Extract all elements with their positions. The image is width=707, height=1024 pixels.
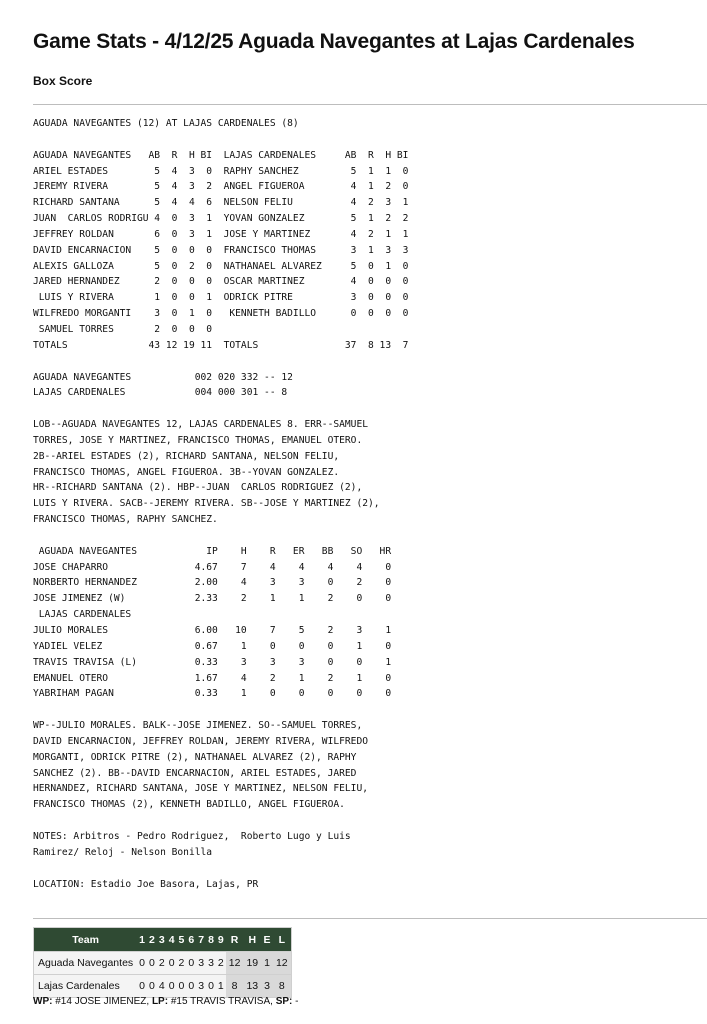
inning-score: 0: [137, 952, 147, 975]
inning-score: 2: [177, 952, 187, 975]
header-lob: L: [273, 928, 291, 952]
inning-score: 0: [177, 975, 187, 998]
total-runs: 12: [226, 952, 244, 975]
inning-score: 0: [186, 975, 196, 998]
header-inning-3: 3: [157, 928, 167, 952]
header-inning-9: 9: [216, 928, 226, 952]
header-hits: H: [243, 928, 261, 952]
header-team: Team: [34, 928, 138, 952]
lp-value: #15 TRAVIS TRAVISA,: [168, 996, 276, 1007]
inning-score: 0: [186, 952, 196, 975]
sp-label: SP:: [275, 996, 293, 1007]
total-errors: 3: [261, 975, 273, 998]
inning-score: 0: [167, 975, 177, 998]
sp-value: -: [292, 996, 299, 1007]
inning-score: 2: [216, 952, 226, 975]
linescore-row-lajas: [34, 975, 292, 998]
section-title-box-score: Box Score: [33, 74, 93, 88]
page-title: Game Stats - 4/12/25 Aguada Navegantes at Lajas Cardenales: [33, 30, 635, 53]
total-lob: 8: [273, 975, 291, 998]
inning-score: 0: [147, 975, 157, 998]
pitcher-decisions: [33, 996, 298, 1007]
divider-top: [33, 104, 707, 105]
total-hits: 19: [243, 952, 261, 975]
header-inning-4: 4: [167, 928, 177, 952]
inning-score: 2: [157, 952, 167, 975]
linescore-row-aguada: [34, 952, 292, 975]
header-inning-8: 8: [206, 928, 216, 952]
total-runs: 8: [226, 975, 244, 998]
team-name: Lajas Cardenales: [34, 975, 138, 998]
header-inning-5: 5: [177, 928, 187, 952]
inning-score: 3: [196, 975, 206, 998]
lp-label: LP:: [151, 996, 169, 1007]
total-lob: 12: [273, 952, 291, 975]
wp-value: #14 JOSE JIMENEZ,: [52, 996, 152, 1007]
header-runs: R: [226, 928, 244, 952]
total-errors: 1: [261, 952, 273, 975]
inning-score: 0: [137, 975, 147, 998]
inning-score: 1: [216, 975, 226, 998]
header-errors: E: [261, 928, 273, 952]
linescore-table: [33, 927, 292, 998]
total-hits: 13: [243, 975, 261, 998]
inning-score: 3: [196, 952, 206, 975]
header-inning-6: 6: [186, 928, 196, 952]
divider-bottom: [33, 918, 707, 919]
inning-score: 0: [147, 952, 157, 975]
wp-label: WP:: [33, 996, 53, 1007]
header-inning-7: 7: [196, 928, 206, 952]
inning-score: 0: [167, 952, 177, 975]
linescore-header-row: [34, 928, 292, 952]
inning-score: 0: [206, 975, 216, 998]
team-name: Aguada Navegantes: [34, 952, 138, 975]
inning-score: 3: [206, 952, 216, 975]
header-inning-2: 2: [147, 928, 157, 952]
box-score-text: AGUADA NAVEGANTES (12) AT LAJAS CARDENALES (8) AGUADA NAVEGANTES AB R H BI LAJAS CARDENALES AB R H BI ARIEL ESTADES 5 4 3 0 RAPHY SANCHEZ 5 1 1 0 JEREMY RIVERA 5 4 3 2 ANGEL FIGUEROA 4 1 2 0 RICHARD SANTANA 5 4 4 6 NELSON FELIU 4 2 3 1 JUAN CARLOS RODRIGU 4 0 3 1 YOVAN GONZALEZ 5 1 2 2 JEFFREY ROLDAN 6 0 3 1 JOSE Y MARTINEZ 4 2 1 1 DAVID ENCARNACION 5 0 0 0 FRANCISCO THOMAS 3 1 3 3 ALEXIS GALLOZA 5 0 2 0 NATHANAEL ALVAREZ 5 0 1 0 JARED HERNANDEZ 2 0 0 0 OSCAR MARTINEZ 4 0 0 0 LUIS Y RIVERA 1 0 0 1 ODRICK PITRE 3 0 0 0 WILFREDO MORGANTI 3 0 1 0 KENNETH BADILLO 0 0 0 0 SAMUEL TORRES 2 0 0 0 TOTALS 43 12 19 11 TOTALS 37 8 13 7 AGUADA NAVEGANTES 002 020 332 -- 12 LAJAS CARDENALES 004 000 301 -- 8 LOB--AGUADA NAVEGANTES 12, LAJAS CARDENALES 8. ERR--SAMUEL TORRES, JOSE Y MARTINEZ, FRANCISCO THOMAS, EMANUEL OTERO. 2B--ARIEL ESTADES (2), RICHARD SANTANA, NELSON FELIU, FRANCISCO THOMAS, ANGEL FIGUEROA. 3B--YOVAN GONZALEZ. HR--RICHARD SANTANA (2). HBP--JUAN CARLOS RODRIGUEZ (2), LUIS Y RIVERA. SACB--JEREMY RIVERA. SB--JOSE Y MARTINEZ (2), FRANCISCO THOMAS, RAPHY SANCHEZ. AGUADA NAVEGANTES IP H R ER BB SO HR JOSE CHAPARRO 4.67 7 4 4 4 4 0 NORBERTO HERNANDEZ 2.00 4 3 3 0 2 0 JOSE JIMENEZ (W) 2.33 2 1 1 2 0 0 LAJAS CARDENALES JULIO MORALES 6.00 10 7 5 2 3 1 YADIEL VELEZ 0.67 1 0 0 0 1 0 TRAVIS TRAVISA (L) 0.33 3 3 3 0 0 1 EMANUEL OTERO 1.67 4 2 1 2 1 0 YABRIHAM PAGAN 0.33 1 0 0 0 0 0 WP--JULIO MORALES. BALK--JOSE JIMENEZ. SO--SAMUEL TORRES, DAVID ENCARNACION, JEFFREY ROLDAN, JEREMY RIVERA, WILFREDO MORGANTI, ODRICK PITRE (2), NATHANAEL ALVAREZ (2), RAPHY SANCHEZ (2). BB--DAVID ENCARNACION, ARIEL ESTADES, JARED HERNANDEZ, RICHARD SANTANA, JOSE Y MARTINEZ, NELSON FELIU, FRANCISCO THOMAS (2), KENNETH BADILLO, ANGEL FIGUEROA. NOTES: Arbitros - Pedro Rodriguez, Roberto Lugo y Luis Ramirez/ Reloj - Nelson Bonilla LOCATION: Estadio Joe Basora, Lajas, PR: [33, 118, 409, 890]
header-inning-1: 1: [137, 928, 147, 952]
inning-score: 4: [157, 975, 167, 998]
